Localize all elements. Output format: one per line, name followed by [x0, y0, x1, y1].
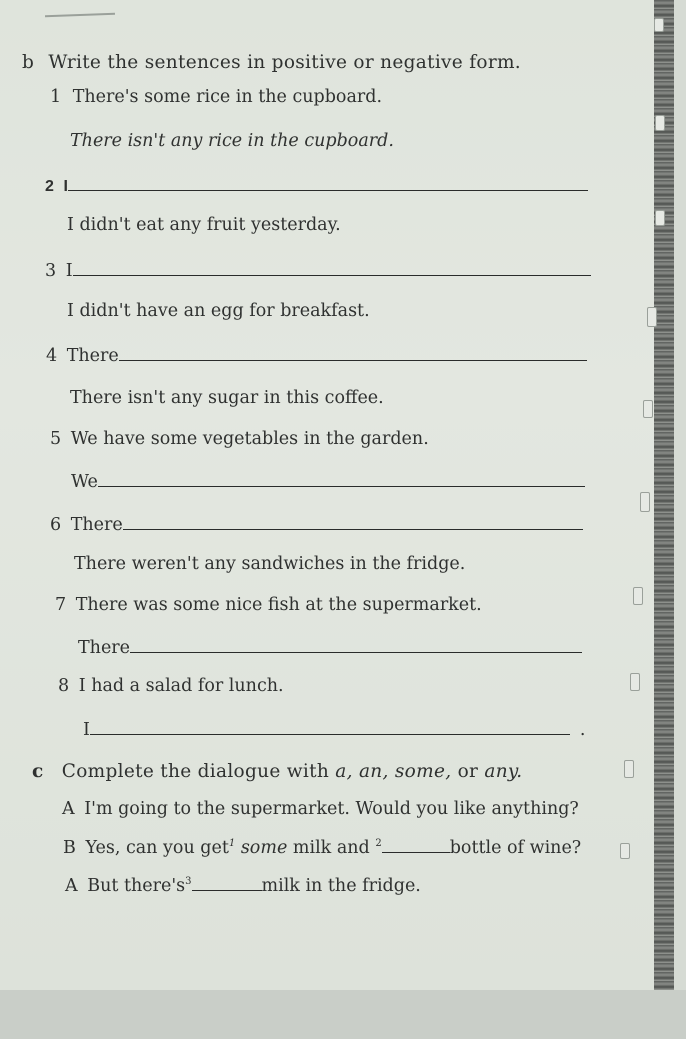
- section-letter: c: [32, 761, 44, 782]
- margin-mark: [647, 307, 657, 327]
- answer-blank[interactable]: [73, 259, 591, 276]
- answer-blank[interactable]: [90, 718, 570, 735]
- speaker-label: A: [65, 876, 78, 896]
- margin-mark: [655, 210, 665, 226]
- dialogue-line-2: B Yes, can you get$^1$ some milk and $^2$ bottle of wine?: [63, 838, 582, 858]
- exercise-item-5: 5 We have some vegetables in the garden.: [50, 429, 429, 449]
- section-c-header: c Complete the dialogue with a, an, some, or any.: [32, 761, 523, 782]
- exercise-sentence: There weren't any sandwiches in the fridge.: [74, 554, 466, 574]
- exercise-item-6: 6 There: [50, 513, 583, 536]
- speaker-label: A: [62, 799, 75, 819]
- margin-mark: [655, 115, 665, 131]
- answer-blank[interactable]: [98, 470, 585, 487]
- margin-mark: [640, 492, 650, 512]
- example-answer: There isn't any rice in the cupboard.: [70, 131, 394, 151]
- dialogue-line-3: A But $there's^3$ milk in the fridge.: [65, 876, 421, 896]
- exercise-item-2: 2 I: [45, 174, 588, 198]
- exercise-sentence: I didn't have an egg for breakfast.: [67, 301, 370, 321]
- filled-answer: some: [240, 838, 288, 858]
- exercise-item-3: 3 I: [45, 259, 591, 282]
- answer-blank[interactable]: [382, 836, 450, 853]
- answer-blank[interactable]: [119, 344, 587, 361]
- exercise-item-7: 7 There was some nice fish at the supermarket.: [55, 595, 482, 615]
- exercise-sentence: I didn't eat any fruit yesterday.: [67, 215, 341, 235]
- margin-mark: [630, 673, 640, 691]
- exercise-item-4: 4 There: [46, 344, 587, 367]
- section-instruction: Complete the dialogue with: [61, 761, 336, 782]
- section-b-header: [22, 52, 521, 74]
- section-letter: b: [22, 52, 35, 73]
- answer-blank[interactable]: [68, 174, 588, 191]
- margin-mark: [624, 760, 634, 778]
- book-spine: [654, 0, 674, 990]
- dialogue-line-1: A I'm going to the supermarket. Would you like anything?: [62, 799, 579, 819]
- margin-mark: [620, 843, 630, 859]
- exercise-item-8-answer: I .: [83, 720, 586, 740]
- answer-blank[interactable]: [192, 874, 262, 891]
- exercise-sentence: There isn't any sugar in this coffee.: [70, 388, 384, 408]
- exercise-item-7-answer: There: [78, 636, 582, 659]
- speaker-label: B: [63, 838, 76, 858]
- exercise-item-5-answer: We: [71, 470, 585, 493]
- margin-mark: [633, 587, 643, 605]
- margin-mark: [643, 400, 653, 418]
- answer-blank[interactable]: [130, 636, 582, 653]
- answer-blank[interactable]: [123, 513, 583, 530]
- exercise-item-8: 8 I had a salad for lunch.: [58, 676, 284, 696]
- section-instruction: Write the sentences in positive or negative form.: [48, 52, 521, 73]
- margin-mark: [654, 18, 664, 32]
- exercise-item-1: 1 There's some rice in the cupboard.: [50, 87, 383, 107]
